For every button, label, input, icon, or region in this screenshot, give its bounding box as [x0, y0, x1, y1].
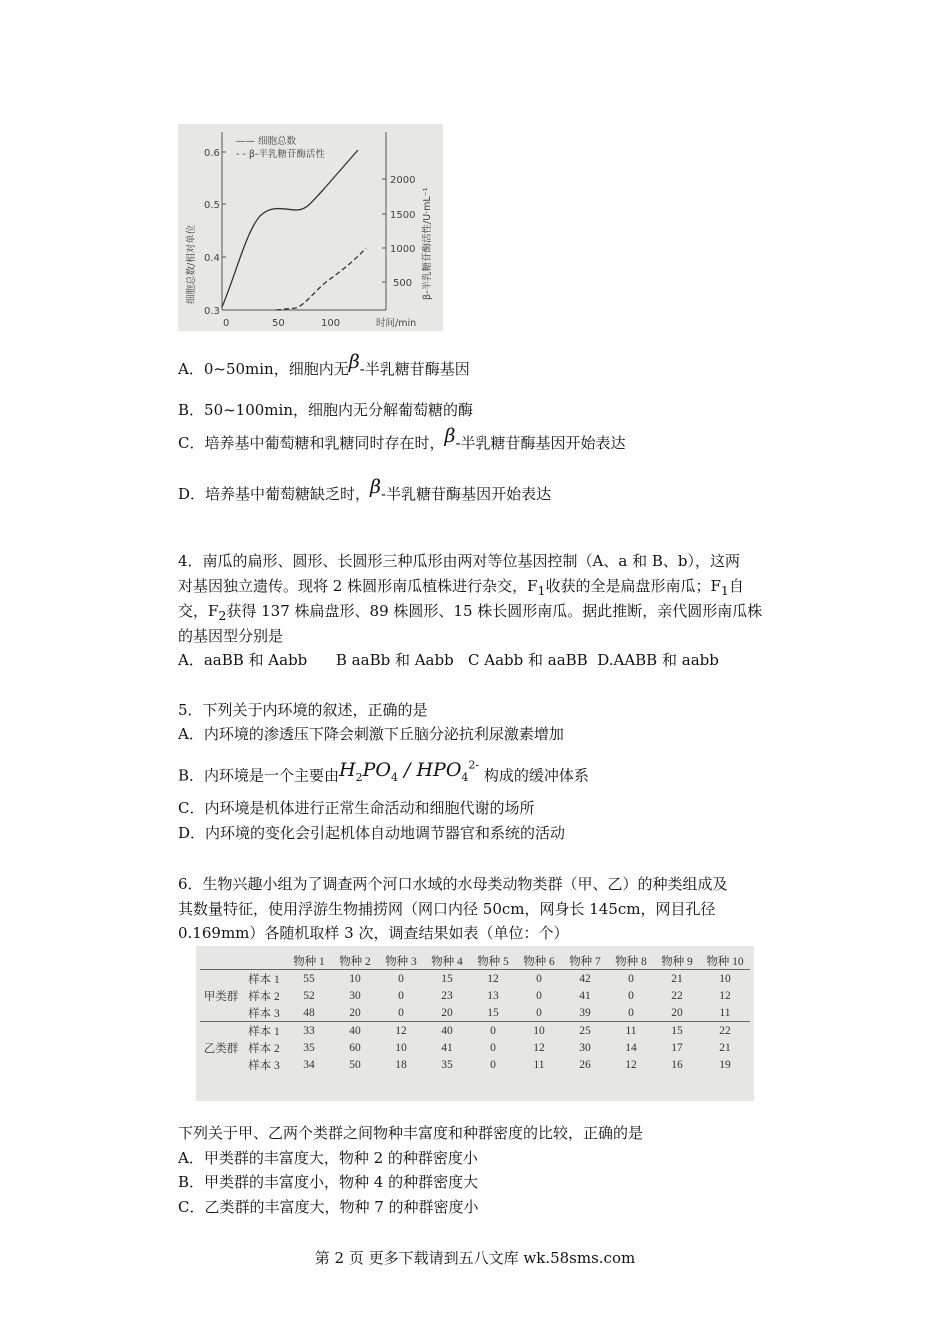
- beta-symbol: β: [444, 425, 456, 447]
- cell-count-curve: [222, 150, 358, 307]
- species-header: 物种 7: [562, 952, 608, 970]
- q5-option-b: B．内环境是一个主要由$H_2PO_4 / HPO_4^{2-}$ 构成的缓冲体系: [178, 759, 589, 785]
- species-header: 物种 10: [700, 952, 750, 970]
- beta-symbol: β: [348, 351, 360, 373]
- right-tick: 1500: [390, 210, 416, 221]
- x-tick: 0: [223, 318, 230, 329]
- table-row: 样本 3 34 50 18 35 0 11 26 12 16 19: [200, 1056, 750, 1073]
- species-survey-table: [196, 946, 754, 1101]
- growth-enzyme-chart: [178, 124, 443, 331]
- q3-option-a: A．0~50min，细胞内无β-半乳糖苷酶基因: [178, 351, 470, 378]
- q5-option-a: A．内环境的渗透压下降会刺激下丘脑分泌抗利尿激素增加: [178, 725, 564, 743]
- q3-option-c: C．培养基中葡萄糖和乳糖同时存在时，β-半乳糖苷酶基因开始表达: [178, 425, 626, 452]
- x-axis-label: 时间/min: [376, 318, 417, 329]
- beta-symbol: β: [370, 476, 382, 498]
- page-footer: 第 2 页 更多下载请到五八文库 wk.58sms.com: [314, 1249, 636, 1267]
- left-tick: 0.3: [204, 306, 220, 317]
- table-row: 样本 2 35 60 10 41 0 12 30 14 17 21: [200, 1039, 750, 1056]
- table-row: 甲类群 样本 1 55 10 0 15 12 0 42 0 21 10: [200, 970, 750, 988]
- species-header: 物种 1: [286, 952, 332, 970]
- left-tick: 0.6: [204, 148, 220, 159]
- q6-option-c: C．乙类群的丰富度大，物种 7 的种群密度小: [178, 1198, 479, 1216]
- buffer-formula: $H_2PO_4 / HPO_4^{2-}$: [339, 759, 480, 785]
- species-header: 物种 8: [608, 952, 654, 970]
- q5-stem: 5．下列关于内环境的叙述，正确的是: [178, 701, 428, 719]
- species-header: 物种 2: [332, 952, 378, 970]
- left-tick: 0.4: [204, 253, 220, 264]
- sample-label: 样本 3: [248, 1059, 280, 1072]
- left-tick: 0.5: [204, 200, 220, 211]
- table-row: 乙类群 样本 1 33 40 12 40 0 10 25 11 15 22: [200, 1022, 750, 1040]
- x-tick: 100: [321, 318, 341, 329]
- q6-option-b: B．甲类群的丰富度小，物种 4 的种群密度大: [178, 1173, 479, 1191]
- table-row: 样本 2 52 30 0 23 13 0 41 0 22 12: [200, 987, 750, 1004]
- legend-enzyme-activity: - - β-半乳糖苷酶活性: [236, 149, 325, 160]
- q4-line-1: 4．南瓜的扁形、圆形、长圆形三种瓜形由两对等位基因控制（A、a 和 B、b），这两: [178, 552, 740, 570]
- species-header: 物种 6: [516, 952, 562, 970]
- q6-question: 下列关于甲、乙两个类群之间物种丰富度和种群密度的比较，正确的是: [178, 1124, 644, 1142]
- sample-label: 样本 2: [248, 1042, 280, 1055]
- enzyme-activity-curve: [276, 248, 366, 310]
- sample-label: 样本 1: [248, 973, 280, 986]
- group-label: 甲类群: [203, 990, 239, 1003]
- q6-line-3: 0.169mm）各随机取样 3 次，调查结果如表（单位：个）: [178, 924, 569, 942]
- q3-option-b: B．50~100min，细胞内无分解葡萄糖的酶: [178, 401, 473, 419]
- q5-option-c: C．内环境是机体进行正常生命活动和细胞代谢的场所: [178, 799, 535, 817]
- legend-cell-count: —— 细胞总数: [236, 136, 297, 147]
- species-header: 物种 9: [654, 952, 700, 970]
- chart-svg: [178, 124, 443, 331]
- survey-data-table: [200, 952, 750, 1073]
- sample-label: 样本 1: [242, 1022, 286, 1040]
- group-label: 乙类群: [200, 1022, 242, 1074]
- species-header: 物种 3: [378, 952, 424, 970]
- right-tick: 1000: [390, 244, 416, 255]
- species-header: 物种 4: [424, 952, 470, 970]
- table-row: 样本 3 48 20 0 20 15 0 39 0 20 11: [200, 1004, 750, 1022]
- x-tick: 50: [272, 318, 285, 329]
- right-tick: 2000: [390, 175, 416, 186]
- right-tick: 500: [393, 278, 413, 289]
- q3-option-d: D．培养基中葡萄糖缺乏时，β-半乳糖苷酶基因开始表达: [178, 476, 552, 503]
- q4-options: A．aaBB 和 Aabb B aaBb 和 Aabb C Aabb 和 aaBB D.AABB 和 aabb: [178, 651, 719, 669]
- q6-line-2: 其数量特征，使用浮游生物捕捞网（网口内径 50cm，网身长 145cm，网目孔径: [178, 900, 716, 918]
- q4-line-4: 的基因型分别是: [178, 627, 284, 645]
- q4-line-2: 对基因独立遗传。现将 2 株圆形南瓜植株进行杂交，$F_1$收获的全是扁盘形南瓜；$F_1$自: [178, 577, 744, 598]
- sample-label: 样本 3: [248, 1007, 280, 1020]
- species-header: 物种 5: [470, 952, 516, 970]
- q6-option-a: A．甲类群的丰富度大，物种 2 的种群密度小: [178, 1149, 478, 1167]
- q5-option-d: D．内环境的变化会引起机体自动地调节器官和系统的活动: [178, 824, 566, 842]
- left-axis-title: 细胞总数/相对单位: [186, 224, 197, 304]
- q4-line-3: 交，$F_2$获得 137 株扁盘形、89 株圆形、15 株长圆形南瓜。据此推断，亲代圆形南瓜株: [178, 602, 763, 623]
- sample-label: 样本 2: [248, 990, 280, 1003]
- right-axis-title: β-半乳糖苷酶活性/U·mL⁻¹: [422, 187, 433, 300]
- q6-line-1: 6．生物兴趣小组为了调查两个河口水域的水母类动物类群（甲、乙）的种类组成及: [178, 875, 728, 893]
